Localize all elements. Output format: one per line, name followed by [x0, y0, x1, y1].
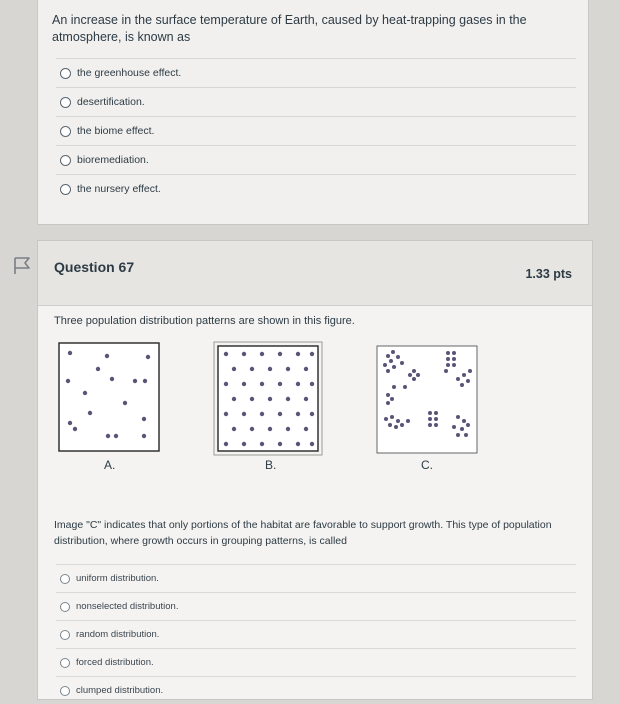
organism-dot	[260, 352, 264, 356]
organism-dot	[389, 359, 393, 363]
organism-dot	[296, 352, 300, 356]
organism-dot	[242, 382, 246, 386]
organism-dot	[456, 377, 460, 381]
answer-option[interactable]	[56, 116, 576, 145]
organism-dot	[412, 369, 416, 373]
organism-dot	[88, 411, 92, 415]
organism-dot	[446, 351, 450, 355]
organism-dot	[250, 397, 254, 401]
radio-icon[interactable]	[60, 68, 71, 79]
answer-option[interactable]	[56, 58, 576, 87]
answer-label: random distribution.	[76, 629, 160, 640]
organism-dot	[456, 433, 460, 437]
organism-dot	[260, 442, 264, 446]
question-header	[38, 241, 592, 306]
organism-dot	[304, 367, 308, 371]
organism-dot	[390, 415, 394, 419]
organism-dot	[278, 442, 282, 446]
organism-dot	[268, 367, 272, 371]
organism-dot	[456, 415, 460, 419]
organism-dot	[310, 382, 314, 386]
question-title: Question 67	[54, 259, 135, 275]
organism-dot	[123, 401, 127, 405]
organism-dot	[462, 419, 466, 423]
organism-dot	[106, 434, 110, 438]
organism-dot	[224, 412, 228, 416]
organism-dot	[224, 382, 228, 386]
organism-dot	[286, 367, 290, 371]
question-text: An increase in the surface temperature of Earth, caused by heat-trapping gases in the atmosphere, is known as	[52, 13, 527, 44]
organism-dot	[396, 355, 400, 359]
radio-icon[interactable]	[60, 184, 71, 195]
answer-option[interactable]	[56, 620, 576, 648]
answer-label: the greenhouse effect.	[77, 67, 182, 79]
organism-dot	[296, 412, 300, 416]
organism-dot	[296, 382, 300, 386]
radio-icon[interactable]	[60, 97, 71, 108]
answer-option[interactable]	[56, 648, 576, 676]
organism-dot	[260, 382, 264, 386]
organism-dot	[142, 417, 146, 421]
organism-dot	[428, 423, 432, 427]
organism-dot	[460, 383, 464, 387]
organism-dot	[462, 373, 466, 377]
answer-label: desertification.	[77, 96, 145, 108]
organism-dot	[452, 363, 456, 367]
organism-dot	[232, 427, 236, 431]
radio-icon[interactable]	[60, 658, 70, 668]
answer-label: bioremediation.	[77, 154, 149, 166]
organism-dot	[310, 412, 314, 416]
organism-dot	[242, 442, 246, 446]
organism-dot	[460, 427, 464, 431]
question-points: 1.33 pts	[525, 267, 572, 281]
organism-dot	[452, 357, 456, 361]
radio-icon[interactable]	[60, 574, 70, 584]
organism-dot	[452, 425, 456, 429]
organism-dot	[142, 434, 146, 438]
organism-dot	[466, 379, 470, 383]
organism-dot	[250, 427, 254, 431]
organism-dot	[310, 442, 314, 446]
organism-dot	[110, 377, 114, 381]
organism-dot	[278, 382, 282, 386]
organism-dot	[468, 369, 472, 373]
answer-label: clumped distribution.	[76, 685, 164, 696]
organism-dot	[446, 357, 450, 361]
organism-dot	[278, 352, 282, 356]
organism-dot	[394, 425, 398, 429]
answer-list	[56, 58, 576, 203]
organism-dot	[434, 417, 438, 421]
answer-option[interactable]	[56, 174, 576, 203]
answer-label: nonselected distribution.	[76, 601, 179, 612]
answer-option[interactable]	[56, 564, 576, 592]
radio-icon[interactable]	[60, 630, 70, 640]
organism-dot	[250, 367, 254, 371]
organism-dot	[416, 373, 420, 377]
organism-dot	[412, 377, 416, 381]
organism-dot	[386, 354, 390, 358]
radio-icon[interactable]	[60, 126, 71, 137]
organism-dot	[242, 412, 246, 416]
organism-dot	[388, 423, 392, 427]
organism-dot	[296, 442, 300, 446]
organism-dot	[386, 393, 390, 397]
flag-icon[interactable]	[10, 254, 34, 278]
previous-question-card	[37, 0, 589, 225]
panel-a-label: A.	[104, 458, 116, 472]
organism-dot	[232, 397, 236, 401]
organism-dot	[286, 427, 290, 431]
organism-dot	[383, 363, 387, 367]
answer-label: forced distribution.	[76, 657, 154, 668]
organism-dot	[452, 351, 456, 355]
organism-dot	[96, 367, 100, 371]
organism-dot	[408, 373, 412, 377]
organism-dot	[105, 354, 109, 358]
organism-dot	[386, 369, 390, 373]
answer-label: the nursery effect.	[77, 183, 161, 195]
radio-icon[interactable]	[60, 686, 70, 696]
organism-dot	[446, 363, 450, 367]
answer-label: uniform distribution.	[76, 573, 159, 584]
organism-dot	[304, 397, 308, 401]
organism-dot	[428, 411, 432, 415]
question-description: Image "C" indicates that only portions of the habitat are favorable to support growth. This type of population distribution, where growth occurs in grouping patterns, is called	[54, 519, 552, 547]
organism-dot	[268, 427, 272, 431]
organism-dot	[68, 351, 72, 355]
panel-a	[59, 343, 159, 472]
organism-dot	[444, 369, 448, 373]
question-prompt: Three population distribution patterns are shown in this figure.	[54, 315, 355, 327]
organism-dot	[114, 434, 118, 438]
distribution-figure	[50, 341, 530, 491]
panel-b	[214, 342, 322, 472]
organism-dot	[286, 397, 290, 401]
organism-dot	[386, 401, 390, 405]
organism-dot	[232, 367, 236, 371]
question-card	[37, 240, 593, 700]
panel-c	[377, 346, 477, 472]
organism-dot	[392, 365, 396, 369]
organism-dot	[464, 433, 468, 437]
organism-dot	[143, 379, 147, 383]
panel-b-label: B.	[265, 458, 277, 472]
answer-option[interactable]	[56, 87, 576, 116]
organism-dot	[434, 411, 438, 415]
organism-dot	[268, 397, 272, 401]
organism-dot	[278, 412, 282, 416]
radio-icon[interactable]	[60, 155, 71, 166]
organism-dot	[392, 385, 396, 389]
organism-dot	[400, 423, 404, 427]
organism-dot	[224, 352, 228, 356]
organism-dot	[384, 417, 388, 421]
organism-dot	[83, 391, 87, 395]
radio-icon[interactable]	[60, 602, 70, 612]
organism-dot	[466, 423, 470, 427]
organism-dot	[391, 350, 395, 354]
organism-dot	[66, 379, 70, 383]
organism-dot	[146, 355, 150, 359]
organism-dot	[133, 379, 137, 383]
organism-dot	[242, 352, 246, 356]
answer-list	[56, 564, 576, 704]
organism-dot	[406, 419, 410, 423]
answer-label: the biome effect.	[77, 125, 155, 137]
organism-dot	[304, 427, 308, 431]
answer-option[interactable]	[56, 592, 576, 620]
organism-dot	[260, 412, 264, 416]
organism-dot	[390, 397, 394, 401]
organism-dot	[434, 423, 438, 427]
organism-dot	[400, 361, 404, 365]
panel-c-label: C.	[421, 458, 433, 472]
organism-dot	[68, 421, 72, 425]
organism-dot	[310, 352, 314, 356]
organism-dot	[73, 427, 77, 431]
organism-dot	[403, 385, 407, 389]
organism-dot	[428, 417, 432, 421]
organism-dot	[224, 442, 228, 446]
organism-dot	[396, 419, 400, 423]
answer-option[interactable]	[56, 145, 576, 174]
